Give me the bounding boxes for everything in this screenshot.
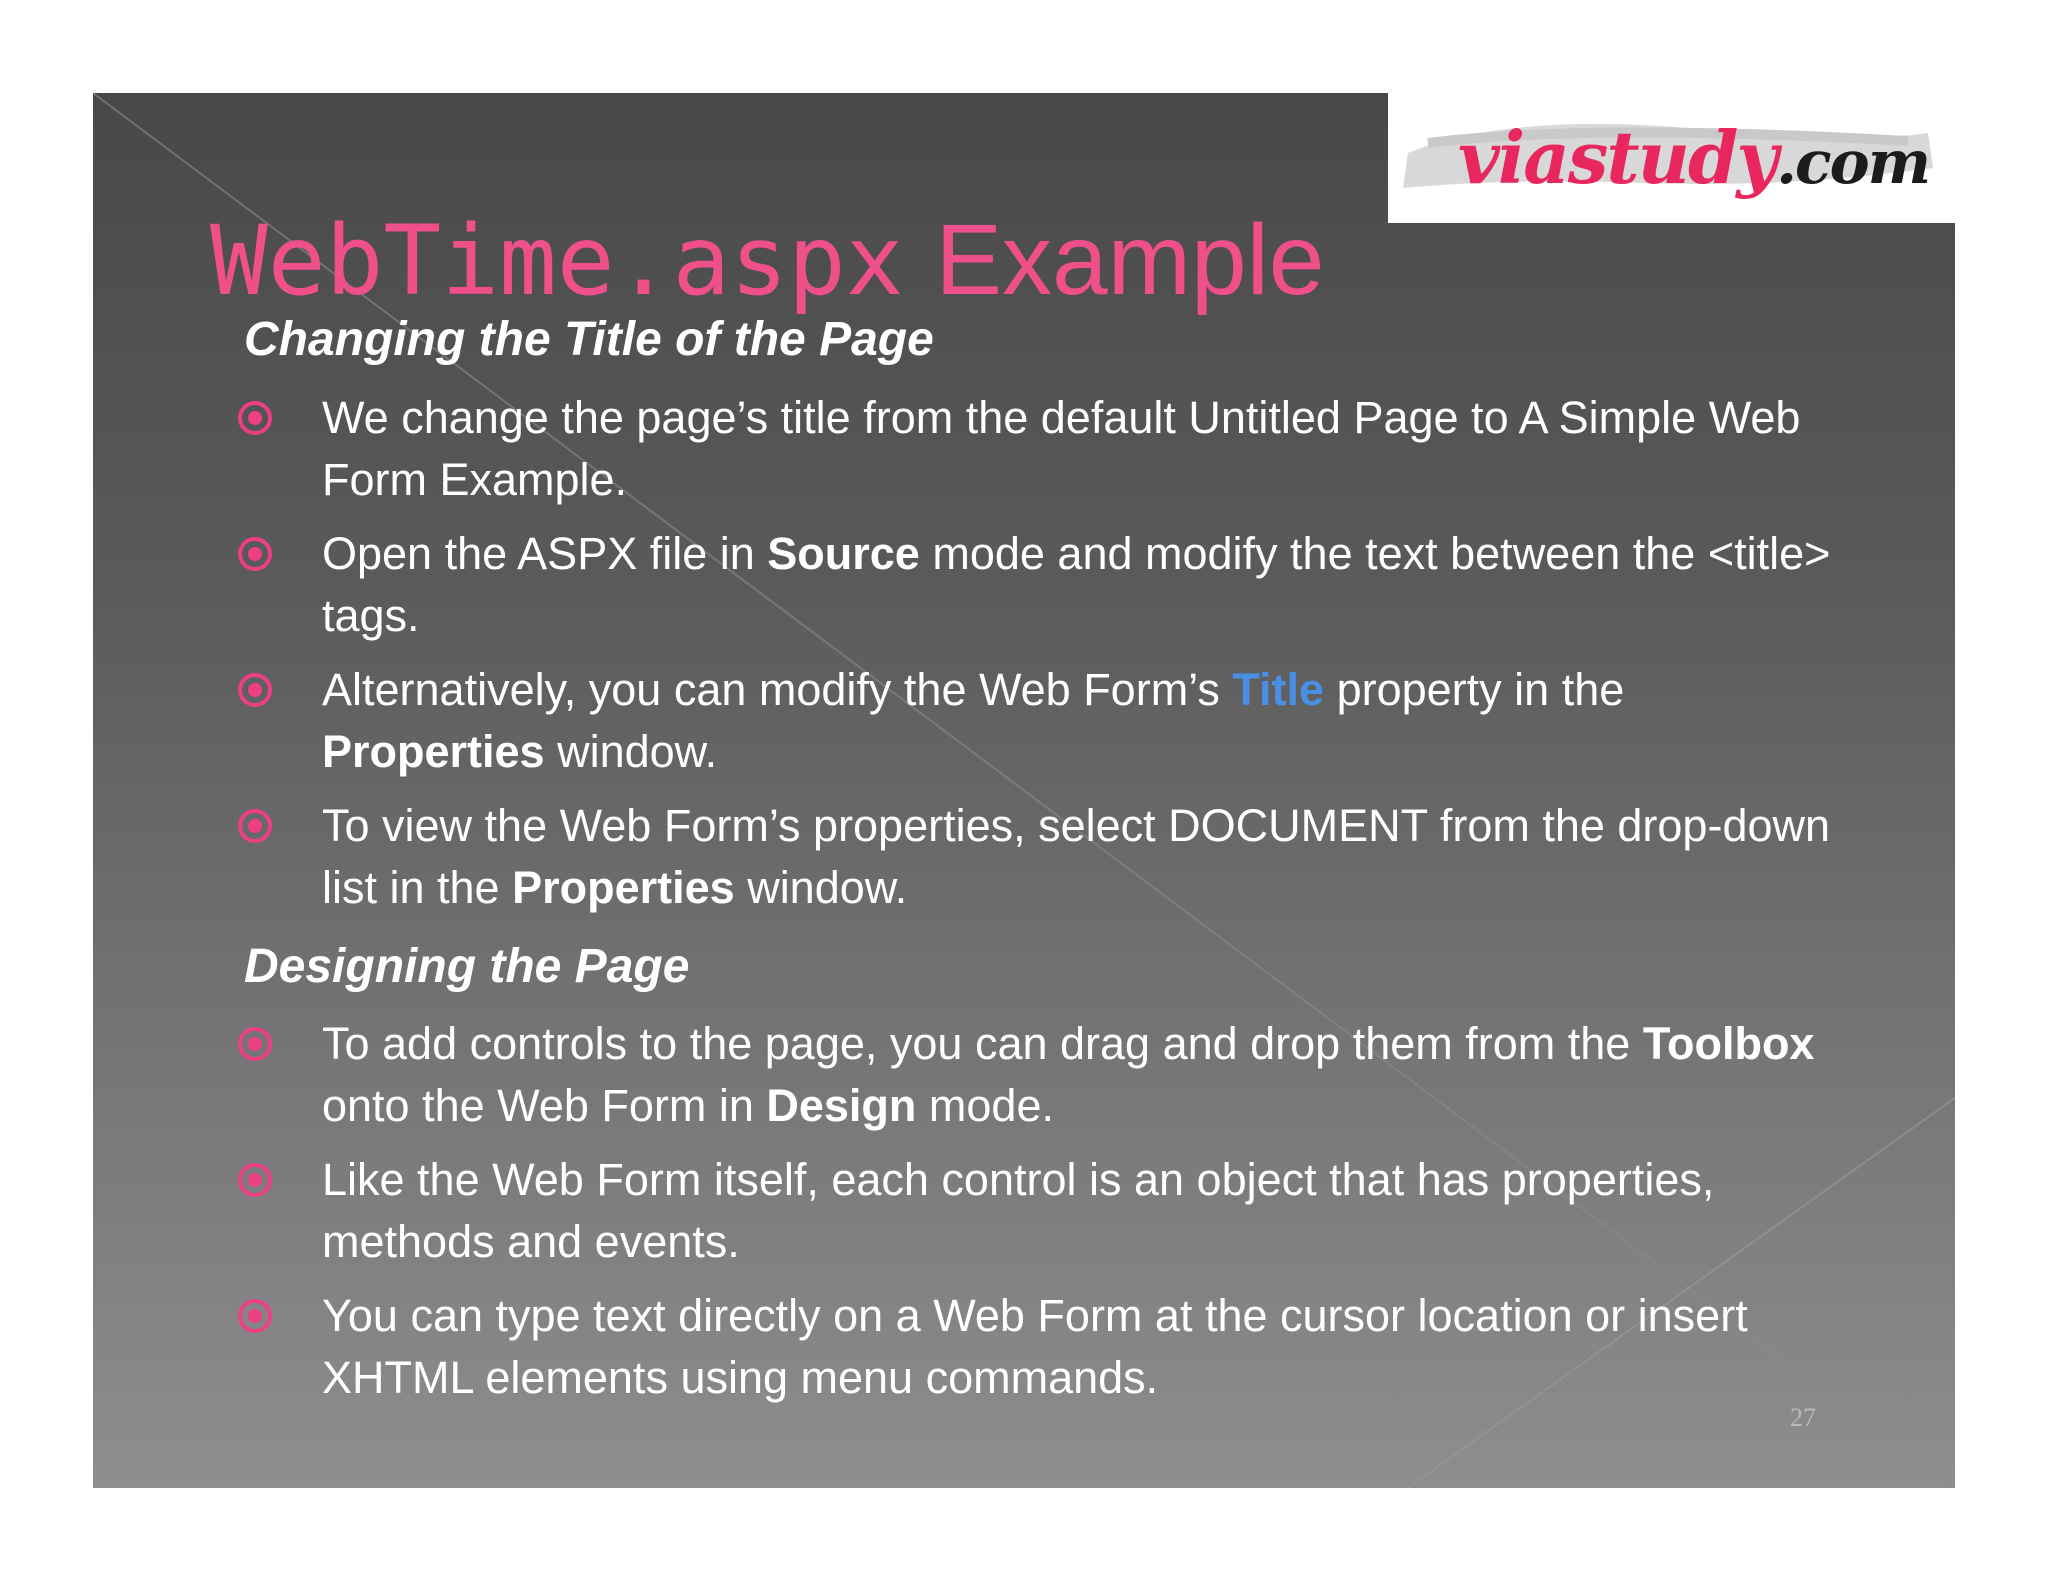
bullet-icon (238, 1163, 272, 1197)
bullet-icon (238, 537, 272, 571)
viastudy-logo (1388, 93, 1956, 223)
bullet-icon (238, 401, 272, 435)
bullet-icon (238, 673, 272, 707)
page-number: 27 (1790, 1403, 1816, 1432)
section-heading-title: Changing the Title of the Page (244, 313, 934, 366)
bullet-text: We change the page’s title from the default Untitled Page to A Simple Web Form Example. (322, 392, 1801, 505)
title-word: Example (935, 204, 1325, 316)
list-item (322, 795, 1852, 919)
list-item (322, 1149, 1852, 1273)
list-item (322, 659, 1852, 783)
bullet-icon (238, 809, 272, 843)
section-heading-design: Designing the Page (244, 940, 690, 993)
bullet-text: window. (544, 726, 718, 777)
bullet-text: Alternatively, you can modify the Web Form’s (322, 664, 1233, 715)
bullet-bold: Properties (322, 726, 545, 777)
logo-brand: viastudy (1458, 115, 1777, 200)
bullet-text: You can type text directly on a Web Form at the cursor location or insert XHTML elements using menu commands. (322, 1290, 1748, 1403)
bullet-icon (238, 1027, 272, 1061)
title-code: WebTime.aspx (210, 205, 904, 317)
bullet-bold: Toolbox (1642, 1018, 1815, 1069)
bullet-text: Like the Web Form itself, each control is an object that has properties, methods and events. (322, 1154, 1715, 1267)
bullet-text: property in the (1324, 664, 1625, 715)
bullet-accent: Title (1232, 664, 1325, 715)
list-item (322, 523, 1852, 647)
bullet-bold: Properties (512, 862, 735, 913)
list-item (322, 1013, 1852, 1137)
page-title (210, 205, 1324, 315)
bullet-text: window. (734, 862, 908, 913)
list-item (322, 387, 1852, 511)
list-item (322, 1285, 1852, 1409)
bullet-bold: Design (766, 1080, 917, 1131)
logo-text (1458, 103, 1930, 213)
bullet-bold: Source (767, 528, 920, 579)
logo-suffix: .com (1776, 128, 1930, 198)
bullet-text: Open the ASPX file in (322, 528, 768, 579)
bullet-text: To view the Web Form’s properties, select DOCUMENT from the drop-down list in the (322, 800, 1831, 913)
bullet-text: To add controls to the page, you can drag and drop them from the (322, 1018, 1643, 1069)
bullet-icon (238, 1299, 272, 1333)
bullet-text: mode and modify the text between the <title> tags. (322, 528, 1831, 641)
bullet-text: mode. (916, 1080, 1054, 1131)
bullet-text: onto the Web Form in (322, 1080, 767, 1131)
